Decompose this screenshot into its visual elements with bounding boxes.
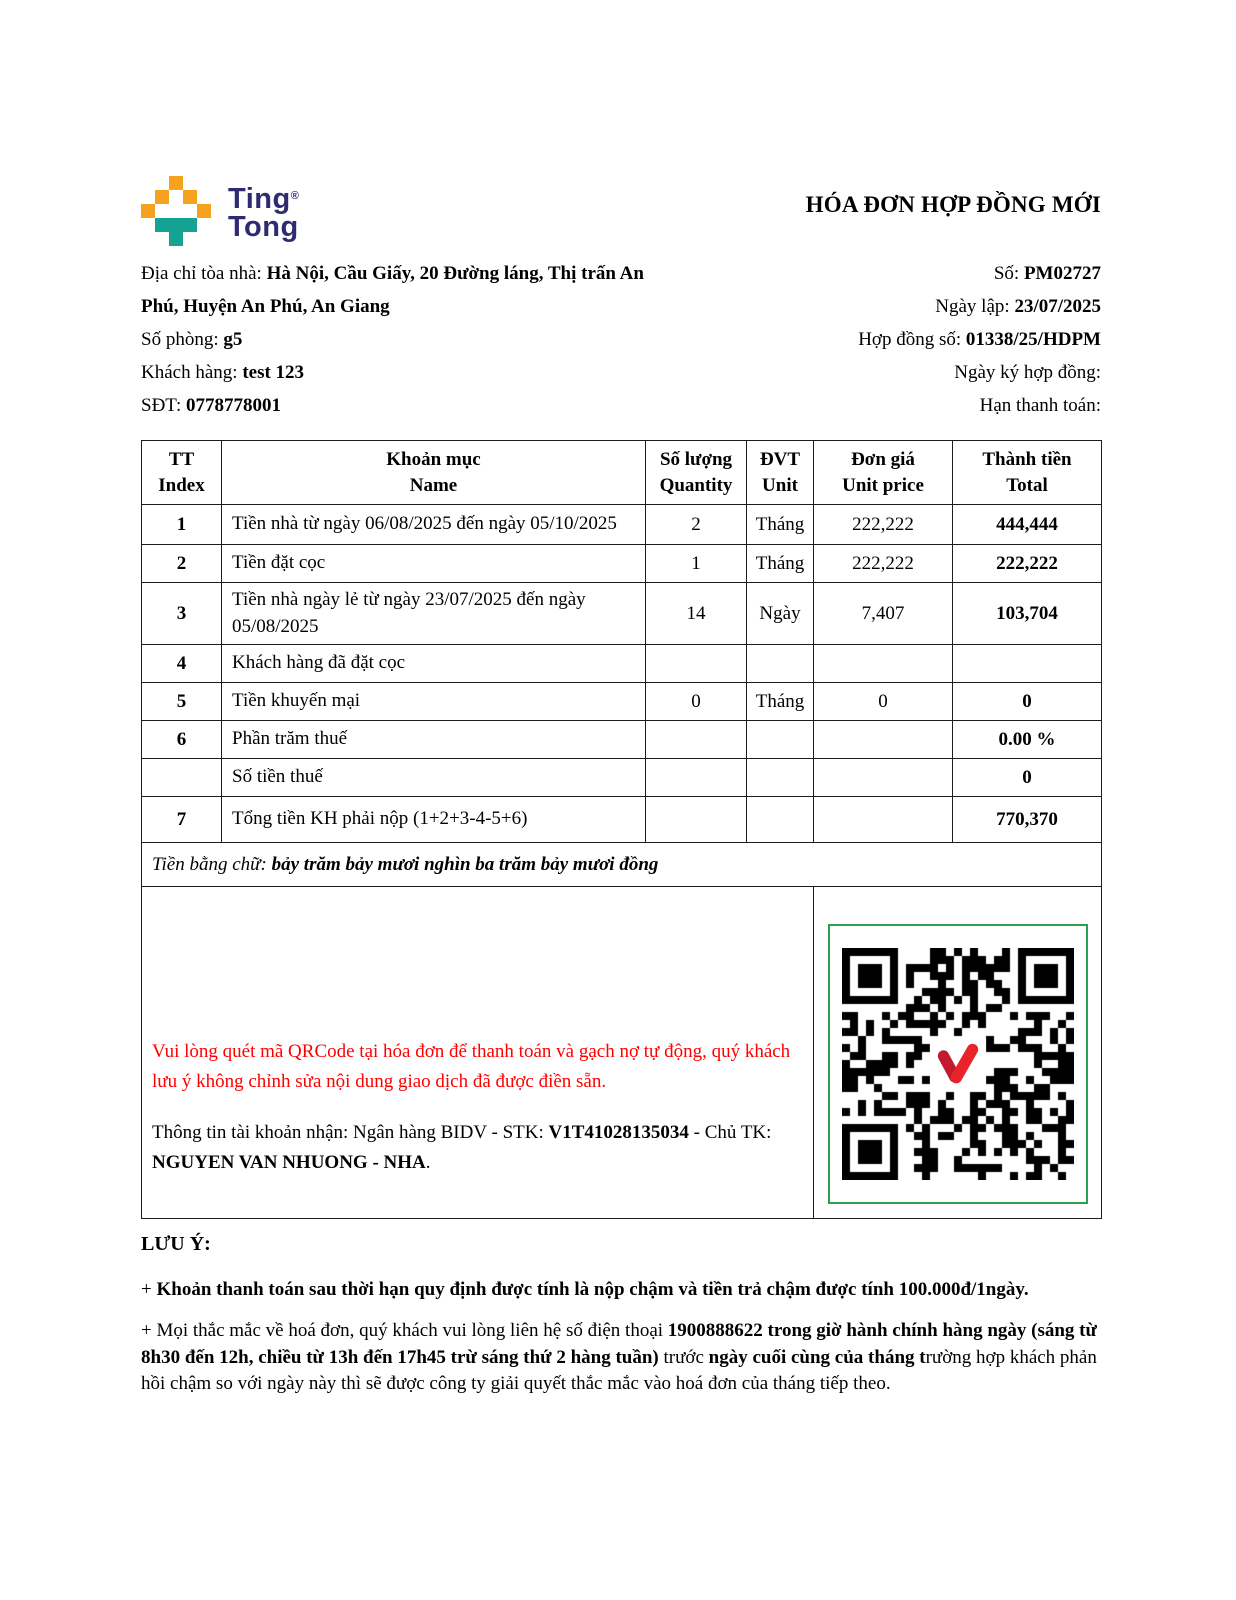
table-row bbox=[142, 505, 1102, 545]
note2-part3: rường hợp khách phản hồi chậm so với ngày này thì sẽ được công ty giải quyết thắc mắc vào hoá đơn của tháng tiếp theo. bbox=[141, 1346, 1097, 1394]
row-total: 444,444 bbox=[953, 505, 1102, 545]
invoice-number-line bbox=[858, 257, 1101, 290]
address-value: Hà Nội, Cầu Giấy, 20 Đường láng, Thị trấn An Phú, Huyện An Phú, An Giang bbox=[141, 263, 644, 317]
row-name: Tổng tiền KH phải nộp (1+2+3-4-5+6) bbox=[222, 797, 646, 843]
row-unit-price bbox=[814, 721, 953, 759]
notes-heading: LƯU Ý: bbox=[141, 1233, 211, 1255]
contract-number-label: Hợp đồng số: bbox=[858, 329, 966, 350]
phone-value: 0778778001 bbox=[185, 395, 281, 416]
issue-date-line bbox=[858, 290, 1101, 323]
phone-line bbox=[141, 389, 686, 422]
table-row bbox=[142, 759, 1102, 797]
customer-line bbox=[141, 356, 686, 389]
customer-label: Khách hàng: bbox=[141, 362, 243, 383]
brand-word-ting: Ting bbox=[228, 182, 291, 215]
row-name: Phần trăm thuế bbox=[222, 721, 646, 759]
row-name: Tiền nhà từ ngày 06/08/2025 đến ngày 05/10/2025 bbox=[222, 505, 646, 545]
col-header-name: Khoản mục Name bbox=[222, 441, 646, 505]
logo-square bbox=[169, 232, 183, 246]
customer-value: test 123 bbox=[242, 362, 305, 383]
row-total: 770,370 bbox=[953, 797, 1102, 843]
room-label: Số phòng: bbox=[141, 329, 224, 350]
table-row bbox=[142, 583, 1102, 645]
row-unit: Ngày bbox=[747, 583, 814, 645]
note2-part2: trước bbox=[658, 1346, 709, 1368]
row-index: 7 bbox=[142, 797, 222, 843]
note2-part1: + Mọi thắc mắc về hoá đơn, quý khách vui lòng liên hệ số điện thoại bbox=[141, 1320, 668, 1341]
row-name: Tiền nhà ngày lẻ từ ngày 23/07/2025 đến ngày 05/08/2025 bbox=[222, 583, 646, 645]
row-index: 5 bbox=[142, 683, 222, 721]
row-unit bbox=[747, 645, 814, 683]
qr-code bbox=[842, 948, 1074, 1180]
row-name: Tiền khuyến mại bbox=[222, 683, 646, 721]
room-value: g5 bbox=[223, 329, 243, 350]
row-total: 222,222 bbox=[953, 545, 1102, 583]
row-total: 103,704 bbox=[953, 583, 1102, 645]
invoice-number-label: Số: bbox=[993, 263, 1024, 284]
row-unit-price: 7,407 bbox=[814, 583, 953, 645]
account-suffix: . bbox=[425, 1152, 431, 1174]
logo-square bbox=[183, 190, 197, 204]
sign-date-line: Ngày ký hợp đồng: bbox=[954, 362, 1101, 383]
row-index: 3 bbox=[142, 583, 222, 645]
table-row-grand-total bbox=[142, 797, 1102, 843]
qr-code-frame bbox=[828, 924, 1088, 1204]
hotline-note bbox=[141, 1318, 1103, 1398]
row-index: 6 bbox=[142, 721, 222, 759]
row-unit bbox=[747, 759, 814, 797]
invoice-number-value: PM02727 bbox=[1023, 263, 1101, 284]
late-payment-note bbox=[141, 1277, 1103, 1303]
col-header-index: TT Index bbox=[142, 441, 222, 505]
account-number: V1T41028135034 bbox=[548, 1122, 689, 1144]
row-unit-price bbox=[814, 645, 953, 683]
qr-payment-row bbox=[142, 887, 1102, 1219]
row-unit bbox=[747, 721, 814, 759]
due-date-line: Hạn thanh toán: bbox=[979, 395, 1101, 416]
row-total bbox=[953, 645, 1102, 683]
amount-in-words-label: Tiền bằng chữ: bbox=[152, 853, 272, 875]
logo-square bbox=[155, 190, 169, 204]
account-prefix: Thông tin tài khoản nhận: Ngân hàng BIDV - STK: bbox=[152, 1122, 549, 1144]
row-qty bbox=[646, 759, 747, 797]
logo-square bbox=[155, 218, 197, 232]
note2-hotline: 1900888622 trong giờ hành chính hàng ngày (sáng từ 8h30 đến 12h, chiều từ 13h đến 17h45 trừ sáng thứ 2 hàng tuần) bbox=[141, 1320, 1097, 1368]
row-qty: 14 bbox=[646, 583, 747, 645]
row-qty bbox=[646, 645, 747, 683]
payment-instructions-cell bbox=[142, 887, 814, 1219]
row-unit-price bbox=[814, 797, 953, 843]
issue-date-label: Ngày lập: bbox=[935, 296, 1015, 317]
row-name: Tiền đặt cọc bbox=[222, 545, 646, 583]
row-total: 0 bbox=[953, 683, 1102, 721]
building-info bbox=[141, 257, 686, 422]
invoice-meta bbox=[858, 257, 1101, 422]
row-unit: Tháng bbox=[747, 545, 814, 583]
row-index: 1 bbox=[142, 505, 222, 545]
note1-text: Khoản thanh toán sau thời hạn quy định được tính là nộp chậm và tiền trả chậm được tính 100.000đ/1ngày. bbox=[156, 1279, 1029, 1300]
qr-code-cell bbox=[814, 887, 1102, 1219]
col-header-unit: ĐVT Unit bbox=[747, 441, 814, 505]
row-unit-price: 0 bbox=[814, 683, 953, 721]
row-unit-price: 222,222 bbox=[814, 545, 953, 583]
account-mid: - Chủ TK: bbox=[688, 1122, 772, 1144]
account-holder: NGUYEN VAN NHUONG - NHA bbox=[152, 1152, 426, 1174]
bank-account-info bbox=[152, 1118, 795, 1178]
row-qty: 1 bbox=[646, 545, 747, 583]
registered-trademark-icon: ® bbox=[290, 189, 300, 202]
room-line bbox=[141, 323, 686, 356]
tingtong-pixel-arrow-icon bbox=[141, 176, 211, 246]
phone-label: SĐT: bbox=[141, 395, 186, 416]
row-unit-price bbox=[814, 759, 953, 797]
brand-logo bbox=[141, 176, 299, 246]
footer-notes bbox=[141, 1233, 1103, 1398]
address-label: Địa chỉ tòa nhà: bbox=[141, 263, 267, 284]
row-qty bbox=[646, 797, 747, 843]
issue-date-value: 23/07/2025 bbox=[1014, 296, 1101, 317]
col-header-total: Thành tiền Total bbox=[953, 441, 1102, 505]
row-qty: 2 bbox=[646, 505, 747, 545]
logo-square bbox=[197, 204, 211, 218]
row-unit: Tháng bbox=[747, 505, 814, 545]
amount-in-words bbox=[142, 843, 1102, 887]
address-line bbox=[141, 257, 686, 323]
row-total: 0.00 % bbox=[953, 721, 1102, 759]
row-index: 4 bbox=[142, 645, 222, 683]
vnpay-v-logo-icon bbox=[930, 1038, 986, 1090]
row-unit: Tháng bbox=[747, 683, 814, 721]
row-qty: 0 bbox=[646, 683, 747, 721]
page-title: HÓA ĐƠN HỢP ĐỒNG MỚI bbox=[805, 192, 1101, 217]
brand-word-tong: Tong bbox=[228, 210, 299, 243]
row-unit-price: 222,222 bbox=[814, 505, 953, 545]
note1-prefix: + bbox=[141, 1279, 157, 1300]
row-qty bbox=[646, 721, 747, 759]
row-index bbox=[142, 759, 222, 797]
table-header-row bbox=[142, 441, 1102, 505]
logo-square bbox=[169, 176, 183, 190]
amount-in-words-value: bảy trăm bảy mươi nghìn ba trăm bảy mươi đồng bbox=[271, 853, 659, 875]
table-row bbox=[142, 683, 1102, 721]
row-name: Số tiền thuế bbox=[222, 759, 646, 797]
row-unit bbox=[747, 797, 814, 843]
table-row bbox=[142, 645, 1102, 683]
amount-in-words-row bbox=[142, 843, 1102, 887]
contract-number-line bbox=[858, 323, 1101, 356]
table-row bbox=[142, 545, 1102, 583]
row-total: 0 bbox=[953, 759, 1102, 797]
contract-number-value: 01338/25/HDPM bbox=[965, 329, 1101, 350]
logo-square bbox=[141, 204, 155, 218]
qr-scan-notice: Vui lòng quét mã QRCode tại hóa đơn để thanh toán và gạch nợ tự động, quý khách lưu ý không chỉnh sửa nội dung giao dịch đã được điền sẵn. bbox=[152, 1041, 791, 1093]
row-name: Khách hàng đã đặt cọc bbox=[222, 645, 646, 683]
brand-wordmark bbox=[228, 182, 299, 241]
row-index: 2 bbox=[142, 545, 222, 583]
invoice-table bbox=[141, 440, 1102, 1219]
note2-deadline: ngày cuối cùng của tháng t bbox=[708, 1346, 926, 1368]
table-row bbox=[142, 721, 1102, 759]
col-header-unit-price: Đơn giá Unit price bbox=[814, 441, 953, 505]
col-header-quantity: Số lượng Quantity bbox=[646, 441, 747, 505]
